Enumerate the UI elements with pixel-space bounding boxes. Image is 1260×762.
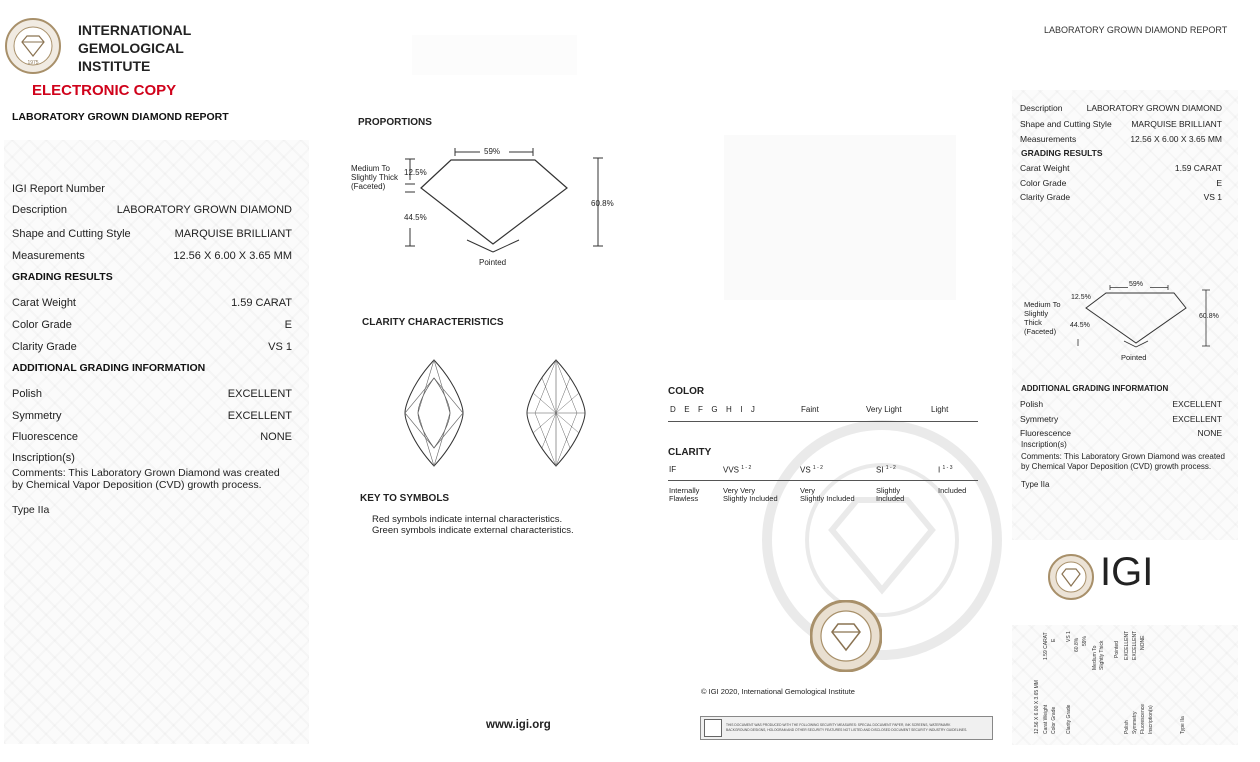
strip-symmetry-value: EXCELLENT (1132, 630, 1138, 660)
crown-percent: 12.5% (404, 168, 427, 177)
color-scale-very-light: Very Light (866, 405, 902, 414)
color-grade-row (12, 319, 292, 331)
clarity-desc-vvs: Very Very Slightly Included (723, 486, 778, 503)
shape-value: MARQUISE BRILLIANT (174, 228, 292, 240)
right-type: Type IIa (1021, 480, 1050, 489)
comments-text: Comments: This Laboratory Grown Diamond was created by Chemical Vapor Deposition (CVD) growth process. (12, 467, 280, 491)
right-comments: Comments: This Laboratory Grown Diamond was created by Chemical Vapor Deposition (CVD) growth process. (1021, 452, 1225, 471)
right-fluorescence-value: NONE (1197, 428, 1222, 438)
report-number-label: IGI Report Number (12, 183, 105, 195)
right-shape-label: Shape and Cutting Style (1020, 119, 1112, 129)
key-to-symbols-title: KEY TO SYMBOLS (360, 493, 450, 504)
strip-color-label: Color Grade (1051, 706, 1057, 734)
clarity-grade-label: Clarity Grade (12, 341, 77, 353)
strip-inscriptions-label: Inscription(s) (1148, 705, 1154, 734)
right-culet-label: Pointed (1121, 353, 1147, 362)
right-additional-header: ADDITIONAL GRADING INFORMATION (1021, 384, 1169, 393)
org-name-line2: GEMOLOGICAL (78, 40, 184, 56)
right-shape-row (1020, 119, 1222, 129)
right-symmetry-row (1020, 414, 1222, 424)
proportions-diagram (345, 140, 625, 270)
right-crown-percent: 12.5% (1071, 294, 1091, 301)
strip-carat-value: 1.59 CARAT (1043, 632, 1049, 660)
clarity-grade-row (12, 341, 292, 353)
clarity-desc-if: Internally Flawless (669, 486, 700, 503)
org-name-line1: INTERNATIONAL (78, 22, 192, 38)
right-color-value: E (1216, 178, 1222, 188)
marquise-pavilion-plot (525, 358, 587, 468)
igi-seal-logo (5, 18, 61, 74)
clarity-code-si: SI $^{1 - 2}$ (876, 465, 896, 475)
fluorescence-row (12, 431, 292, 443)
clarity-code-if: IF (669, 465, 677, 474)
color-scale-title: COLOR (668, 386, 705, 397)
measurements-value: 12.56 X 6.00 X 3.65 MM (173, 250, 292, 262)
right-grading-results-header: GRADING RESULTS (1021, 148, 1103, 158)
marquise-crown-plot (403, 358, 465, 468)
right-polish-value: EXCELLENT (1172, 399, 1222, 409)
strip-polish-label: Polish (1124, 720, 1130, 734)
right-symmetry-label: Symmetry (1020, 414, 1059, 424)
right-depth-percent: 60.8% (1199, 313, 1219, 320)
depth-percent: 60.8% (591, 199, 614, 208)
blank-header-area (412, 35, 577, 75)
strip-fluorescence-value: NONE (1140, 635, 1146, 650)
right-clarity-value: VS 1 (1203, 192, 1222, 202)
clarity-code-vvs: VVS $^{1 - 2}$ (723, 465, 752, 475)
grading-results-header: GRADING RESULTS (12, 271, 113, 283)
strip-fluorescence-label: Fluorescence (1140, 703, 1146, 734)
strip-depth-value: 60.8% (1074, 637, 1080, 652)
right-polish-label: Polish (1020, 399, 1044, 409)
copyright-text: © IGI 2020, International Gemological Institute (701, 687, 855, 696)
clarity-code-vs: VS $^{1 - 2}$ (800, 465, 823, 475)
watermark-seal (762, 420, 1002, 660)
right-clarity-row (1020, 192, 1222, 202)
strip-culet-value: Pointed (1114, 641, 1120, 658)
carat-value: 1.59 CARAT (231, 297, 292, 309)
right-description-value: LABORATORY GROWN DIAMOND (1086, 103, 1222, 113)
security-strip (700, 716, 993, 740)
right-carat-label: Carat Weight (1020, 163, 1070, 173)
igi-logo-text: IGI (1100, 550, 1154, 594)
clarity-characteristics-title: CLARITY CHARACTERISTICS (362, 317, 504, 328)
right-pavilion-percent: 44.5% (1070, 322, 1090, 329)
right-color-label: Color Grade (1020, 178, 1067, 188)
strip-carat-label: Carat Weight (1043, 704, 1049, 734)
clarity-grade-value: VS 1 (268, 341, 292, 353)
strip-color-value: E (1051, 638, 1057, 642)
color-grade-label: Color Grade (12, 319, 72, 331)
svg-text:1975: 1975 (27, 60, 39, 66)
right-measurements-value: 12.56 X 6.00 X 3.65 MM (1130, 134, 1222, 144)
symmetry-value: EXCELLENT (227, 410, 292, 422)
carat-label: Carat Weight (12, 297, 76, 309)
right-carat-row (1020, 163, 1222, 173)
strip-table-value: 59% (1082, 635, 1088, 646)
color-scale-faint: Faint (801, 405, 819, 414)
color-scale-line (668, 421, 978, 422)
right-measurements-label: Measurements (1020, 134, 1077, 144)
right-polish-row (1020, 399, 1222, 409)
type-text: Type IIa (12, 504, 50, 516)
electronic-copy-label: ELECTRONIC COPY (32, 82, 177, 99)
rotated-summary-strip (1030, 630, 1230, 735)
strip-polish-value: EXCELLENT (1124, 630, 1130, 660)
right-table-percent: 59% (1129, 281, 1144, 288)
right-shape-value: MARQUISE BRILLIANT (1131, 119, 1222, 129)
igi-small-seal-icon (1048, 554, 1094, 600)
right-fluorescence-row (1020, 428, 1222, 438)
table-percent: 59% (484, 147, 501, 156)
description-value: LABORATORY GROWN DIAMOND (116, 204, 292, 216)
color-grade-value: E (284, 319, 292, 331)
right-description-label: Description (1020, 103, 1063, 113)
document-icon (704, 719, 722, 737)
symmetry-label: Symmetry (12, 410, 62, 422)
polish-row (12, 388, 292, 400)
right-report-title: LABORATORY GROWN DIAMOND REPORT (1044, 25, 1228, 35)
clarity-scale-title: CLARITY (668, 447, 712, 458)
right-girdle-text: Medium To Slightly Thick (Faceted) (1024, 300, 1061, 336)
strip-measurements: 12.56 X 6.00 X 3.65 MM (1034, 680, 1040, 734)
blank-area (724, 135, 956, 300)
right-proportions-diagram (1070, 283, 1230, 358)
strip-clarity-value: VS 1 (1066, 631, 1072, 642)
measurements-label: Measurements (12, 250, 85, 262)
culet-label: Pointed (479, 258, 507, 267)
clarity-code-i: I $^{1 - 3}$ (938, 465, 953, 475)
strip-clarity-label: Clarity Grade (1066, 704, 1072, 734)
key-line1: Red symbols indicate internal characteristics. (372, 514, 563, 525)
shape-row (12, 228, 292, 240)
right-carat-value: 1.59 CARAT (1174, 163, 1222, 173)
girdle-line2: Slightly Thick (351, 173, 398, 182)
inscriptions-label: Inscription(s) (12, 452, 75, 464)
right-description-row (1020, 103, 1222, 113)
strip-girdle-value-1: Medium To (1092, 645, 1098, 670)
clarity-desc-si: Slightly Included (876, 486, 905, 503)
right-color-row (1020, 178, 1222, 188)
girdle-line3: (Faceted) (351, 182, 386, 191)
right-fluorescence-label: Fluorescence (1020, 428, 1072, 438)
girdle-line1: Medium To (351, 164, 390, 173)
symmetry-row (12, 410, 292, 422)
right-inscriptions-label: Inscription(s) (1021, 440, 1067, 449)
strip-symmetry-label: Symmetry (1132, 711, 1138, 734)
hologram-seal (810, 600, 882, 672)
strip-girdle-value-2: Slightly Thick (1099, 640, 1105, 670)
proportions-title: PROPORTIONS (358, 117, 432, 128)
clarity-scale-line (668, 480, 978, 481)
clarity-desc-vs: Very Slightly Included (800, 486, 855, 503)
color-scale-light: Light (931, 405, 949, 414)
polish-label: Polish (12, 388, 42, 400)
measurements-row (12, 250, 292, 262)
right-symmetry-value: EXCELLENT (1172, 414, 1222, 424)
additional-grading-header: ADDITIONAL GRADING INFORMATION (12, 362, 206, 374)
report-title: LABORATORY GROWN DIAMOND REPORT (12, 111, 229, 123)
color-scale-letters: D E F G H I J (670, 405, 755, 414)
strip-type: Type IIa (1180, 716, 1186, 734)
security-note-line2: BACKGROUND DESIGNS, HOLOGRAM AND OTHER SECURITY FEATURES NOT LISTED AND DISCLOSED DOCUMENT SECURITY INDUSTRY GUIDELINES. (726, 728, 968, 732)
right-clarity-label: Clarity Grade (1020, 192, 1071, 202)
carat-row (12, 297, 292, 309)
fluorescence-label: Fluorescence (12, 431, 79, 443)
website-link[interactable]: www.igi.org (486, 719, 551, 731)
security-note-line1: THIS DOCUMENT WAS PRODUCED WITH THE FOLLOWING SECURITY MEASURES: SPECIAL DOCUMENT PAPER, INK SCREENS, WATERMARK (726, 723, 951, 727)
pavilion-percent: 44.5% (404, 213, 427, 222)
key-line2: Green symbols indicate external characteristics. (372, 525, 574, 536)
fluorescence-value: NONE (260, 431, 292, 443)
right-measurements-row (1020, 134, 1222, 144)
clarity-desc-i: Included (938, 486, 967, 495)
org-name-line3: INSTITUTE (78, 58, 151, 74)
description-label: Description (12, 204, 68, 216)
polish-value: EXCELLENT (227, 388, 292, 400)
shape-label: Shape and Cutting Style (12, 228, 131, 240)
description-row (12, 204, 292, 216)
